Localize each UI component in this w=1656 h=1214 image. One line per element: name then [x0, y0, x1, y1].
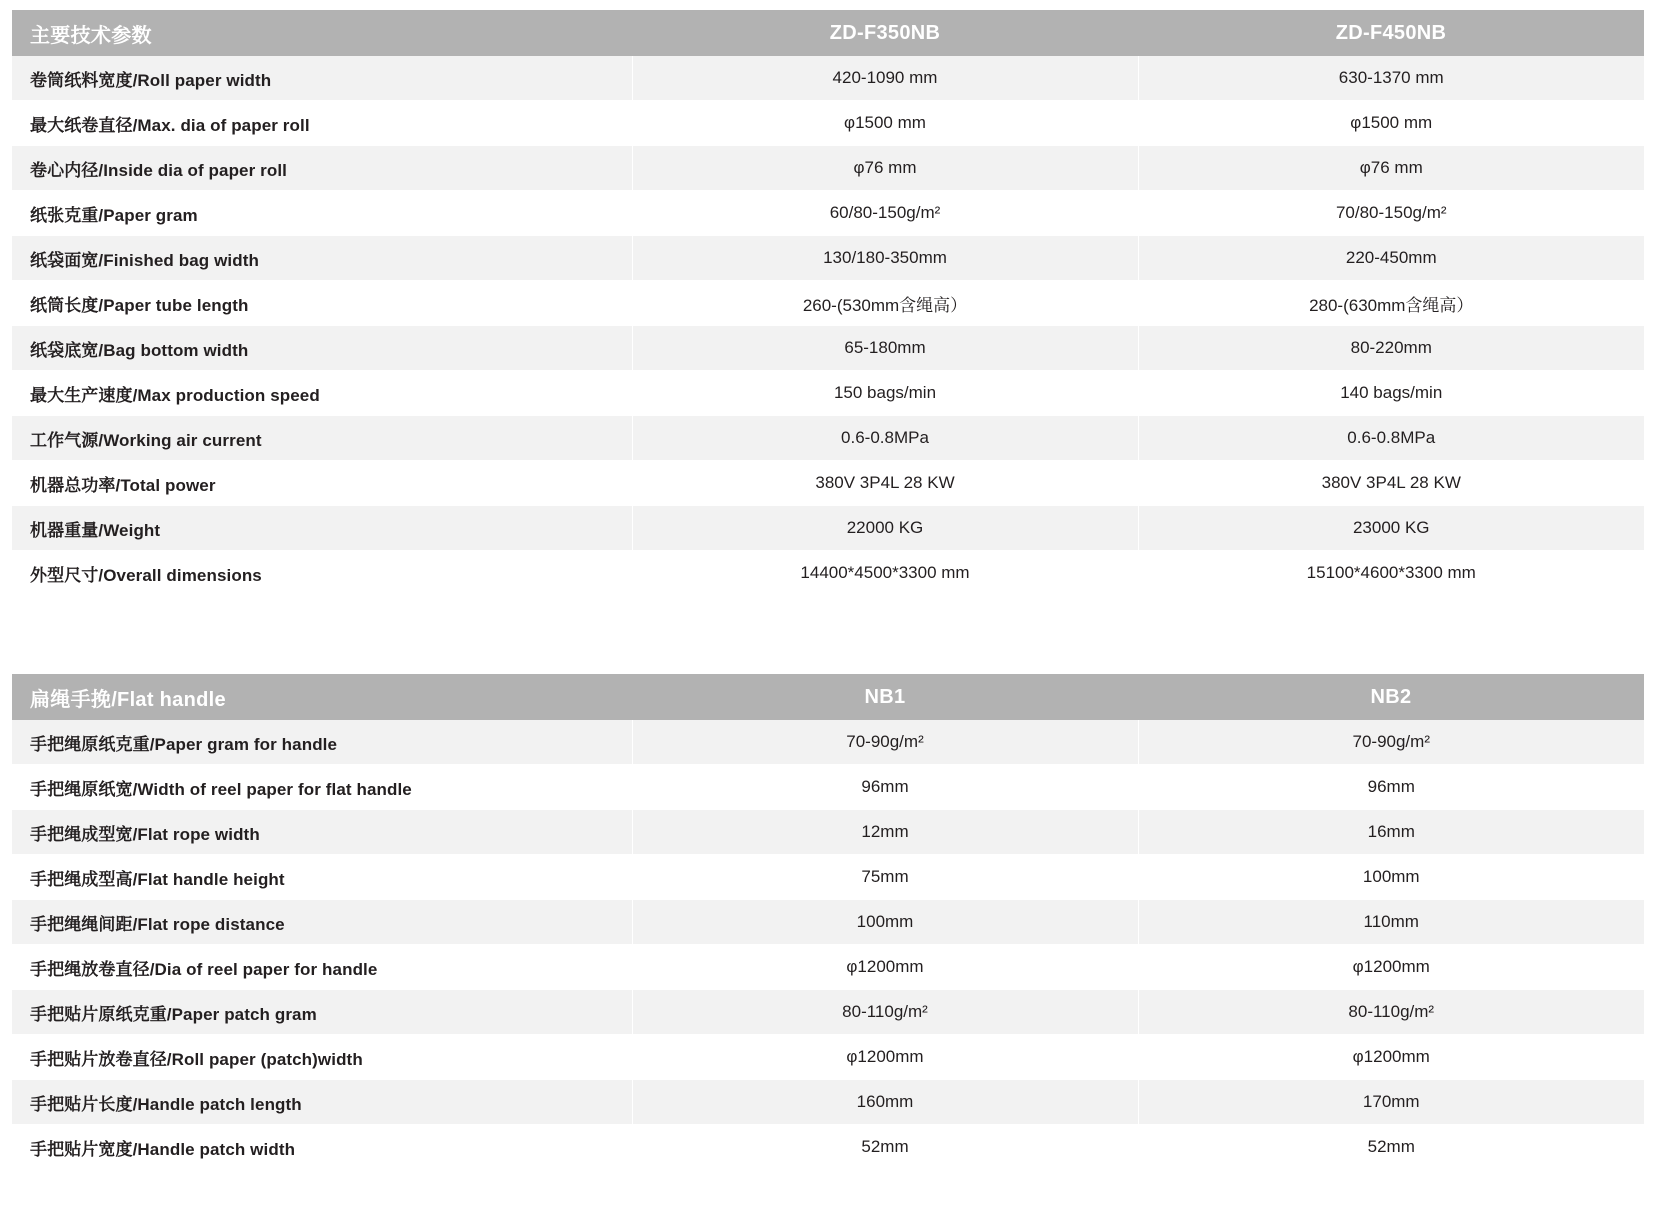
row-value-col2: φ1200mm [1138, 945, 1644, 990]
row-value-col2: 23000 KG [1138, 506, 1644, 551]
row-value-col1: 65-180mm [632, 326, 1138, 371]
row-value-col1: 22000 KG [632, 506, 1138, 551]
table-row [12, 900, 1644, 945]
row-label: 机器总功率/Total power [12, 461, 632, 506]
table-separator [12, 596, 1644, 674]
table-row [12, 326, 1644, 371]
row-value-col1: φ76 mm [632, 146, 1138, 191]
row-value-col2: φ1500 mm [1138, 101, 1644, 146]
row-value-col1: 160mm [632, 1080, 1138, 1125]
row-value-col1: 70-90g/m² [632, 720, 1138, 765]
row-value-col2: 110mm [1138, 900, 1644, 945]
row-label: 手把绳绳间距/Flat rope distance [12, 900, 632, 945]
table-row [12, 990, 1644, 1035]
row-value-col1: φ1200mm [632, 1035, 1138, 1080]
table-row [12, 1080, 1644, 1125]
table-row [12, 191, 1644, 236]
main-spec-table [12, 10, 1644, 596]
table-header-row [12, 10, 1644, 56]
table-row [12, 371, 1644, 416]
row-value-col2: 280-(630mm含绳高） [1138, 281, 1644, 326]
row-value-col1: φ1500 mm [632, 101, 1138, 146]
table-row [12, 1125, 1644, 1170]
flat-handle-col2-header: NB2 [1138, 674, 1644, 720]
table-row [12, 461, 1644, 506]
row-label: 工作气源/Working air current [12, 416, 632, 461]
row-label: 手把贴片放卷直径/Roll paper (patch)width [12, 1035, 632, 1080]
row-value-col2: 100mm [1138, 855, 1644, 900]
row-value-col1: 260-(530mm含绳高） [632, 281, 1138, 326]
table-row [12, 810, 1644, 855]
row-value-col2: 15100*4600*3300 mm [1138, 551, 1644, 596]
row-label: 手把绳放卷直径/Dia of reel paper for handle [12, 945, 632, 990]
row-label: 纸筒长度/Paper tube length [12, 281, 632, 326]
table-header-row [12, 674, 1644, 720]
row-value-col2: 380V 3P4L 28 KW [1138, 461, 1644, 506]
row-value-col1: 80-110g/m² [632, 990, 1138, 1035]
row-value-col1: 100mm [632, 900, 1138, 945]
row-label: 卷筒纸料宽度/Roll paper width [12, 56, 632, 101]
row-value-col2: 96mm [1138, 765, 1644, 810]
row-value-col2: 140 bags/min [1138, 371, 1644, 416]
table-row [12, 506, 1644, 551]
flat-handle-title: 扁绳手挽/Flat handle [12, 674, 632, 720]
row-label: 手把贴片原纸克重/Paper patch gram [12, 990, 632, 1035]
row-value-col2: 170mm [1138, 1080, 1644, 1125]
row-label: 最大纸卷直径/Max. dia of paper roll [12, 101, 632, 146]
row-label: 手把贴片宽度/Handle patch width [12, 1125, 632, 1170]
row-value-col1: 96mm [632, 765, 1138, 810]
row-label: 手把绳原纸克重/Paper gram for handle [12, 720, 632, 765]
main-spec-table-header [12, 10, 1644, 56]
table-row [12, 855, 1644, 900]
row-value-col2: 16mm [1138, 810, 1644, 855]
row-label: 外型尺寸/Overall dimensions [12, 551, 632, 596]
table-row [12, 236, 1644, 281]
row-value-col1: 14400*4500*3300 mm [632, 551, 1138, 596]
row-value-col1: 130/180-350mm [632, 236, 1138, 281]
row-label: 机器重量/Weight [12, 506, 632, 551]
main-spec-table-body [12, 56, 1644, 596]
row-value-col1: φ1200mm [632, 945, 1138, 990]
table-row [12, 1035, 1644, 1080]
table-row [12, 945, 1644, 990]
table-row [12, 101, 1644, 146]
row-value-col1: 420-1090 mm [632, 56, 1138, 101]
row-label: 手把贴片长度/Handle patch length [12, 1080, 632, 1125]
row-value-col1: 150 bags/min [632, 371, 1138, 416]
row-value-col1: 380V 3P4L 28 KW [632, 461, 1138, 506]
row-label: 卷心内径/Inside dia of paper roll [12, 146, 632, 191]
table-row [12, 551, 1644, 596]
flat-handle-table-header [12, 674, 1644, 720]
row-label: 手把绳成型高/Flat handle height [12, 855, 632, 900]
flat-handle-col1-header: NB1 [632, 674, 1138, 720]
row-value-col2: 70-90g/m² [1138, 720, 1644, 765]
table-row [12, 416, 1644, 461]
row-value-col1: 60/80-150g/m² [632, 191, 1138, 236]
row-value-col1: 0.6-0.8MPa [632, 416, 1138, 461]
row-label: 纸袋底宽/Bag bottom width [12, 326, 632, 371]
row-label: 纸袋面宽/Finished bag width [12, 236, 632, 281]
row-label: 手把绳成型宽/Flat rope width [12, 810, 632, 855]
row-value-col1: 12mm [632, 810, 1138, 855]
row-value-col2: 80-220mm [1138, 326, 1644, 371]
row-value-col2: φ76 mm [1138, 146, 1644, 191]
row-value-col2: 0.6-0.8MPa [1138, 416, 1644, 461]
flat-handle-table-body [12, 720, 1644, 1170]
main-spec-col2-header: ZD-F450NB [1138, 10, 1644, 56]
row-value-col2: 70/80-150g/m² [1138, 191, 1644, 236]
table-row [12, 56, 1644, 101]
row-value-col1: 75mm [632, 855, 1138, 900]
row-value-col2: 52mm [1138, 1125, 1644, 1170]
table-row [12, 281, 1644, 326]
table-row [12, 146, 1644, 191]
row-value-col2: 630-1370 mm [1138, 56, 1644, 101]
row-value-col2: 80-110g/m² [1138, 990, 1644, 1035]
row-value-col2: φ1200mm [1138, 1035, 1644, 1080]
table-row [12, 765, 1644, 810]
row-label: 手把绳原纸宽/Width of reel paper for flat handle [12, 765, 632, 810]
row-label: 最大生产速度/Max production speed [12, 371, 632, 416]
table-row [12, 720, 1644, 765]
main-spec-col1-header: ZD-F350NB [632, 10, 1138, 56]
flat-handle-table [12, 674, 1644, 1170]
main-spec-title: 主要技术参数 [12, 10, 632, 56]
row-label: 纸张克重/Paper gram [12, 191, 632, 236]
row-value-col1: 52mm [632, 1125, 1138, 1170]
row-value-col2: 220-450mm [1138, 236, 1644, 281]
